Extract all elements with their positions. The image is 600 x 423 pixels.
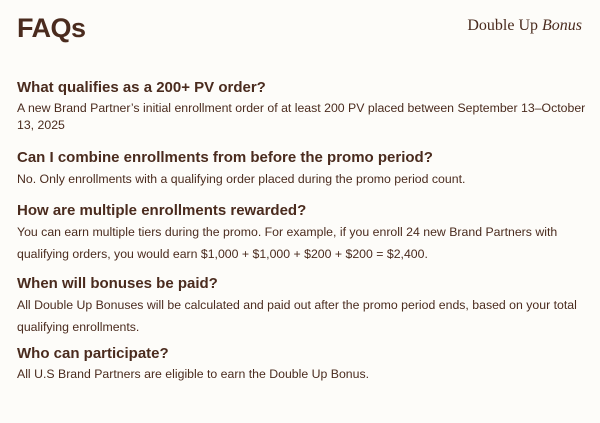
brand-logo-main: Double Up xyxy=(467,17,538,34)
faq-item-multiple-enrollments xyxy=(17,201,586,265)
faq-question: How are multiple enrollments rewarded? xyxy=(17,202,307,219)
brand-logo xyxy=(467,14,582,38)
faq-item-pv-order xyxy=(17,78,586,134)
faq-item-bonus-payment xyxy=(17,274,586,338)
page-header xyxy=(17,10,582,46)
faq-item-combine-enrollments xyxy=(17,148,586,188)
faq-answer: You can earn multiple tiers during the promo. For example, if you enroll 24 new Brand Partners with qualifying orders, you would earn $1,000 + $1,000 + $200 + $200 = $2,400. xyxy=(17,225,558,261)
faq-question: Can I combine enrollments from before the promo period? xyxy=(17,149,433,166)
faq-question: When will bonuses be paid? xyxy=(17,275,218,292)
page-title: FAQs xyxy=(17,13,86,43)
faq-answer: A new Brand Partner’s initial enrollment order of at least 200 PV placed between September 13–October 13, 2025 xyxy=(17,101,586,132)
brand-logo-accent: Bonus xyxy=(542,17,582,34)
faq-question: Who can participate? xyxy=(17,345,169,362)
faq-item-participation xyxy=(17,344,586,383)
faq-list xyxy=(17,78,586,383)
faq-question: What qualifies as a 200+ PV order? xyxy=(17,79,266,96)
faq-answer: No. Only enrollments with a qualifying order placed during the promo period count. xyxy=(17,172,466,186)
faq-answer: All U.S Brand Partners are eligible to earn the Double Up Bonus. xyxy=(17,367,370,381)
faq-answer: All Double Up Bonuses will be calculated and paid out after the promo period ends, based on your total qualifying enrollments. xyxy=(17,298,577,334)
